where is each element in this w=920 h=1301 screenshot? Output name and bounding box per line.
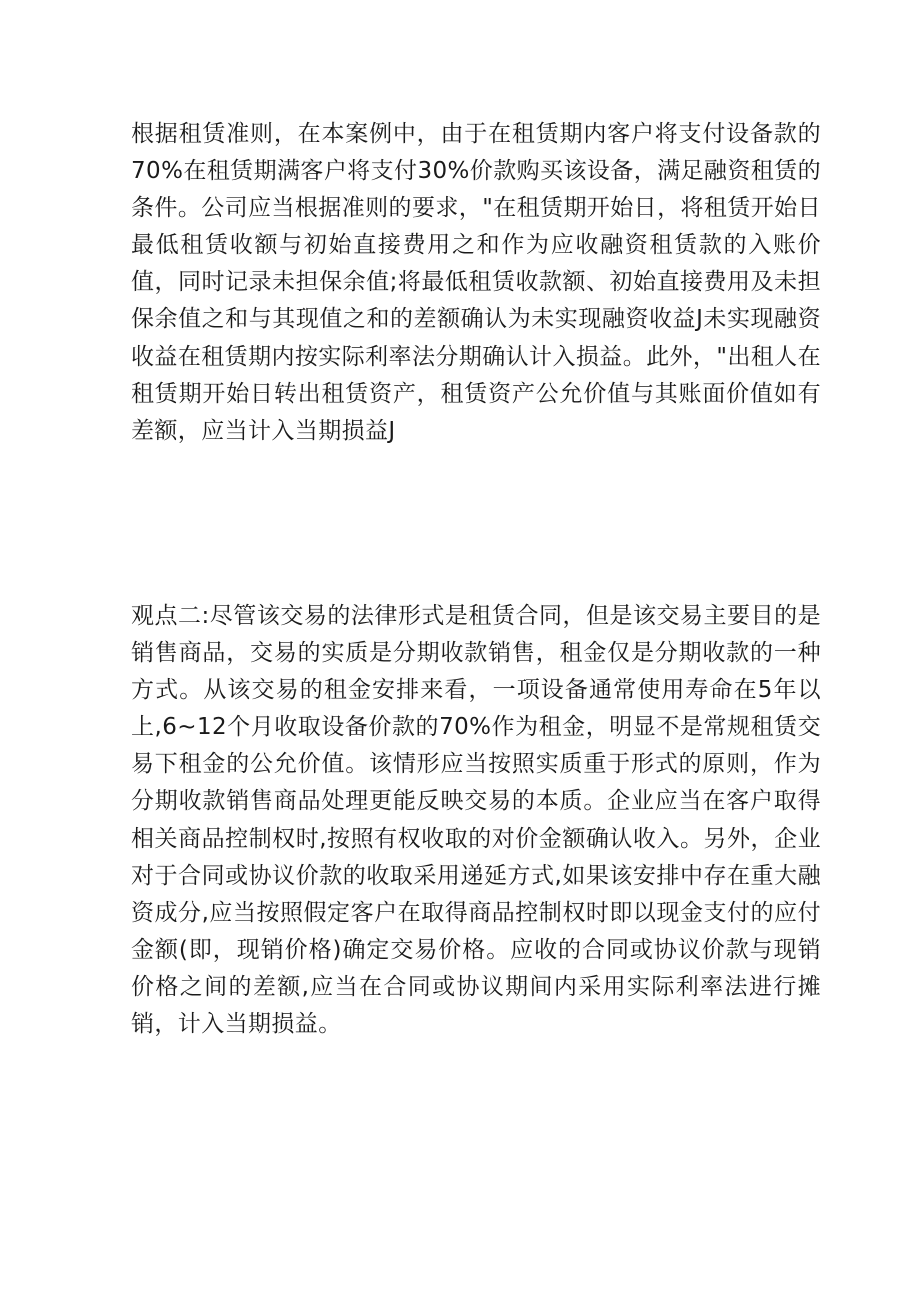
paragraph-finance-lease-view: 根据租赁准则，在本案例中，由于在租赁期内客户将支付设备款的70%在租赁期满客户将支付30%价款购买该设备，满足融资租赁的条件。公司应当根据准则的要求，"在租赁期开始日，将租赁开始日最低租赁收额与初始直接费用之和作为应收融资租赁款的入账价值，同时记录未担保余值;将最低租赁收款额、初始直接费用及未担保余值之和与其现值之和的差额确认为未实现融资收益J未实现融资收益在租赁期内按实际利率法分期确认计入损益。此外，"出租人在租赁期开始日转出租赁资产，租赁资产公允价值与其账面价值如有差额，应当计入当期损益J — [131, 121, 821, 444]
paragraph-installment-sale-view: 观点二:尽管该交易的法律形式是租赁合同，但是该交易主要目的是销售商品，交易的实质是分期收款销售，租金仅是分期收款的一种方式。从该交易的租金安排来看，一项设备通常使用寿命在5年以上,6~12个月收取设备价款的70%作为租金，明显不是常规租赁交易下租金的公允价值。该情形应当按照实质重于形式的原则，作为分期收款销售商品处理更能反映交易的本质。企业应当在客户取得相关商品控制权时,按照有权收取的对价金额确认收入。另外，企业对于合同或协议价款的收取采用递延方式,如果该安排中存在重大融资成分,应当按照假定客户在取得商品控制权时即以现金支付的应付金额(即，现销价格)确定交易价格。应收的合同或协议价款与现销价格之间的差额,应当在合同或协议期间内采用实际利率法进行摊销，计入当期损益。 — [131, 603, 821, 1038]
